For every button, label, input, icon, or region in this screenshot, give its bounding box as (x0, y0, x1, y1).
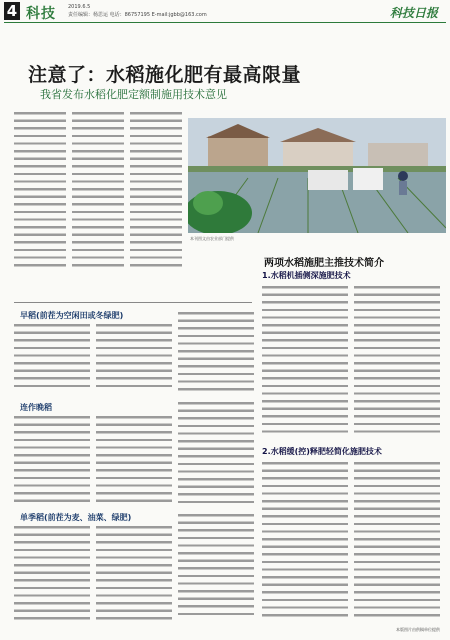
section-early-rice: 早稻(前茬为空闲田或冬绿肥) (20, 311, 124, 320)
paper-name: 科技日报 (389, 6, 438, 20)
masthead-divider (4, 22, 446, 23)
credit-line: 本版图片由供稿单位提供 (396, 627, 440, 632)
rice-field-photo (188, 118, 446, 233)
lianzuo-text-1 (14, 414, 90, 504)
section-name: 科技 (26, 6, 56, 22)
body-text-column-1 (14, 110, 66, 270)
body-text-column-2 (72, 110, 124, 270)
tech-1-heading: 1.水稻机插侧深施肥技术 (262, 271, 351, 280)
lianzuo-text-2 (96, 414, 172, 504)
page-number: 4 (4, 2, 20, 20)
body-text-column-3 (130, 110, 182, 270)
tech-2-text-col-2 (354, 460, 440, 620)
single-rice-text-1 (14, 524, 90, 620)
section-single-rice: 单季稻(前茬为麦、油菜、绿肥) (20, 513, 132, 522)
early-rice-text-2 (96, 322, 172, 392)
tech-1-text-col-1 (262, 284, 348, 434)
article-title: 注意了：水稻施化肥有最高限量 (28, 64, 302, 86)
sidebar-box-title: 两项水稻施肥主推技术简介 (264, 258, 384, 269)
early-rice-text-1 (14, 322, 90, 392)
lianzuo-text-3 (178, 400, 254, 504)
publication-date: 2019.6.5 (68, 4, 91, 10)
section-lianzuo-rice: 连作晚稻 (20, 403, 52, 412)
photo-caption: 本刊图文由农业部门提供 (190, 236, 234, 241)
masthead (0, 0, 450, 22)
section-divider (14, 302, 252, 303)
tech-2-heading: 2.水稻缓(控)释肥轻简化施肥技术 (262, 447, 382, 456)
editor-info: 责任编辑：杨思运 电话：86757195 E-mail:jgbb@163.com (68, 12, 207, 18)
photo-illustration (188, 118, 446, 233)
single-rice-text-2 (96, 524, 172, 620)
tech-2-text-col-1 (262, 460, 348, 620)
early-rice-text-3 (178, 310, 254, 392)
tech-1-text-col-2 (354, 284, 440, 434)
article-subtitle: 我省发布水稻化肥定额制施用技术意见 (40, 88, 227, 101)
single-rice-text-3 (178, 512, 254, 620)
